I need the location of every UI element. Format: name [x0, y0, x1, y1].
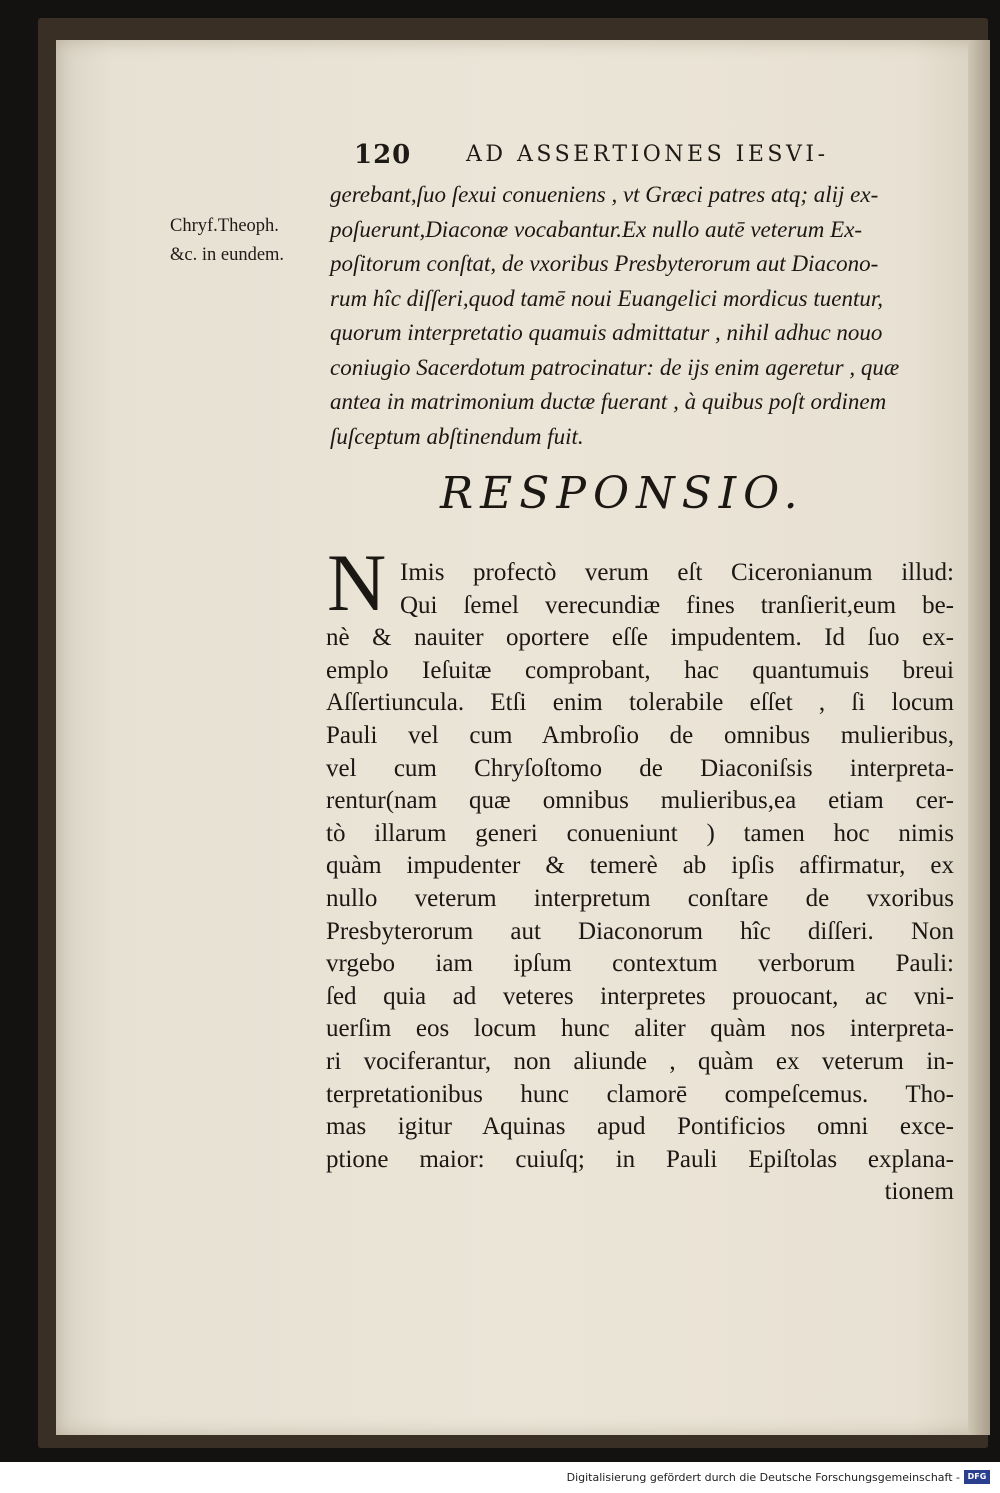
assertion-line: coniugio Sacerdotum patrocinatur: de ijs enim ageretur , quæ — [330, 354, 900, 380]
body-line: Pauli vel cum Ambroſio de omnibus mulieribus, — [326, 721, 954, 749]
assertion-line: rum hîc diſſeri,quod tamē noui Euangelici mordicus tuentur, — [330, 285, 884, 311]
body-line: Qui ſemel verecundiæ fines tranſierit,eum be- — [400, 591, 954, 619]
running-title: AD ASSERTIONES IESVI- — [466, 142, 829, 167]
body-line: tò illarum generi conueniunt ) tamen hoc nimis — [326, 819, 954, 847]
body-line: vel cum Chryſoſtomo de Diaconiſsis interpreta- — [326, 754, 954, 782]
dfg-logo: DFG — [964, 1470, 990, 1484]
body-line: rentur(nam quæ omnibus mulieribus,ea etiam cer- — [326, 787, 954, 815]
drop-capital: N — [327, 537, 387, 628]
page-right-edge — [968, 40, 990, 1435]
body-line: ſed quia ad veteres interpretes prouocant, ac vni- — [326, 982, 954, 1010]
assertion-text — [330, 178, 970, 454]
assertion-line: quorum interpretatio quamuis admittatur , nihil adhuc nouo — [330, 320, 883, 345]
digitization-footer — [0, 1462, 1000, 1493]
body-line: vrgebo iam ipſum contextum verborum Pauli: — [326, 950, 954, 978]
body-line: mas igitur Aquinas apud Pontificios omni exce- — [326, 1113, 954, 1141]
body-line: Aſſertiuncula. Etſi enim tolerabile eſſet , ſi locum — [326, 689, 954, 717]
funding-credit: Digitalisierung gefördert durch die Deutsche Forschungsgemeinschaft - — [566, 1471, 960, 1484]
assertion-line: poſuerunt,Diaconæ vocabantur.Ex nullo autē veterum Ex- — [330, 216, 863, 242]
marginal-note-line: Chryf.Theoph. — [170, 216, 279, 236]
running-header — [354, 140, 914, 176]
body-line: tionem — [884, 1178, 954, 1206]
body-line: nè & nauiter oportere eſſe impudentem. Id ſuo ex- — [326, 624, 954, 652]
assertion-line: poſitorum conſtat, de vxoribus Presbyterorum aut Diacono- — [330, 251, 879, 276]
body-line: ri vociferantur, non aliunde , quàm ex veterum in- — [326, 1047, 954, 1075]
body-line: uerſim eos locum hunc aliter quàm nos interpreta- — [326, 1015, 954, 1043]
assertion-line: gerebant,ſuo ſexui conueniens , vt Græci patres atq; alij ex- — [330, 182, 879, 207]
assertion-line: antea in matrimonium ductæ fuerant , à quibus poſt ordinem — [330, 389, 887, 414]
body-line: terpretationibus hunc clamorē compeſcemus. Tho- — [326, 1080, 954, 1108]
marginal-note-line: &c. in eundem. — [170, 245, 285, 265]
body-line: quàm impudenter & temerè ab ipſis affirmatur, ex — [326, 852, 954, 880]
marginal-note — [170, 212, 330, 270]
body-line: Presbyterorum aut Diaconorum hîc diſſeri. Non — [326, 917, 954, 945]
body-line: Imis profectò verum eſt Ciceronianum illud: — [400, 559, 954, 586]
page-number: 120 — [354, 140, 412, 170]
body-line: ptione maior: cuiuſq; in Pauli Epiſtolas explana- — [326, 1145, 954, 1173]
section-heading: RESPONSIO. — [440, 468, 805, 519]
body-line: nullo veterum interpretum conſtare de vxoribus — [326, 884, 954, 912]
assertion-line: ſuſceptum abſtinendum fuit. — [330, 423, 584, 449]
body-line: emplo Ieſuitæ comprobant, hac quantumuis breui — [326, 656, 954, 684]
response-body — [326, 557, 954, 1209]
